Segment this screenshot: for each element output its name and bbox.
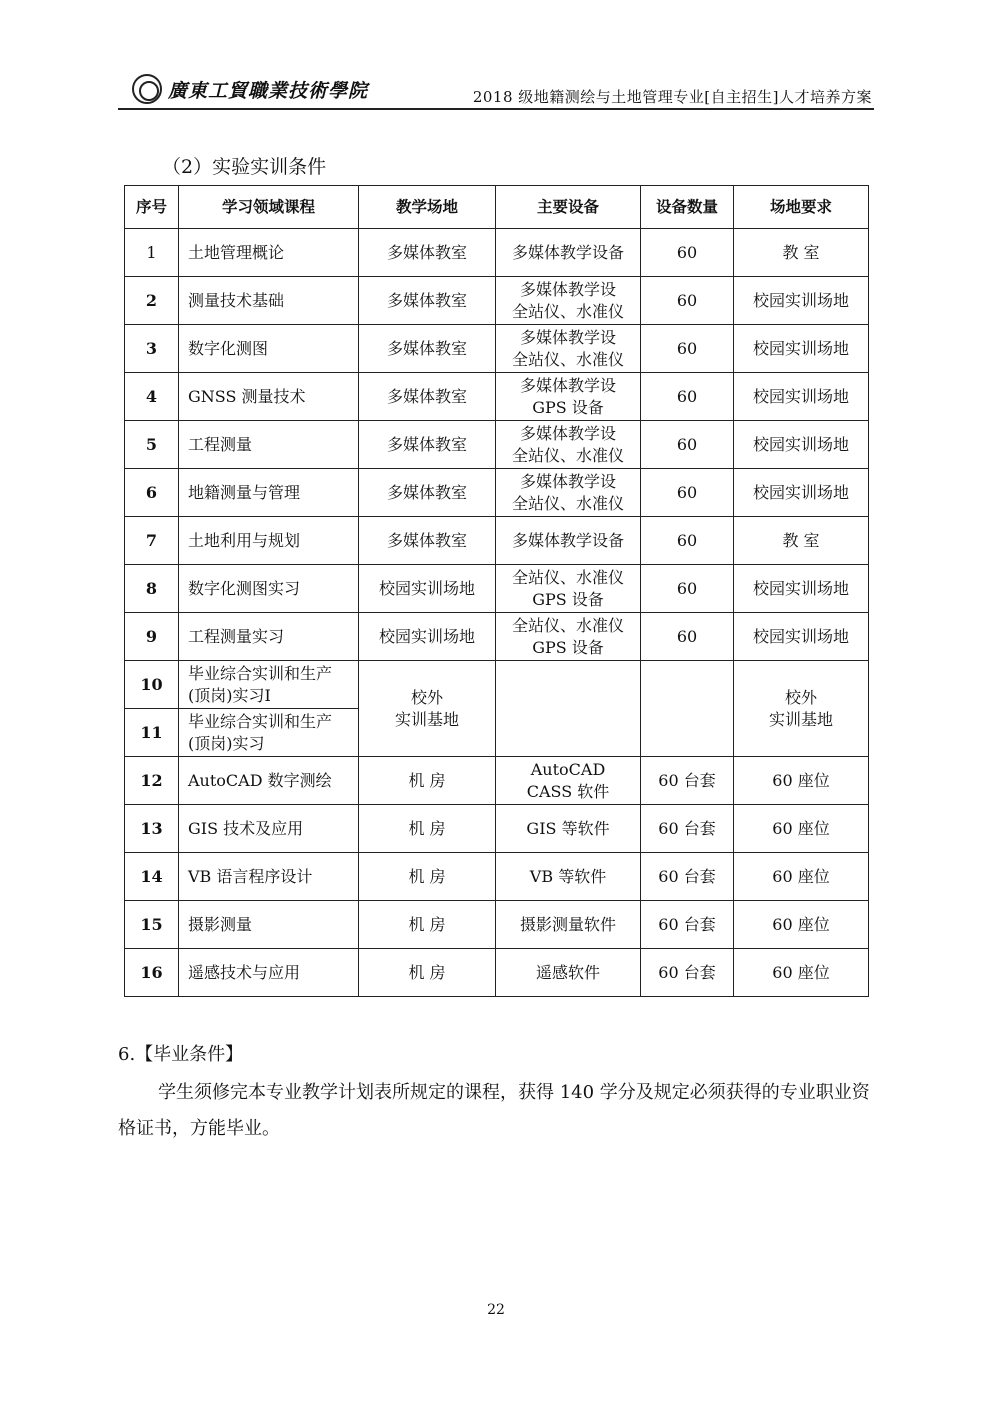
equipment-cell-line: CASS 软件 [526, 781, 610, 801]
requirement-cell [734, 613, 869, 661]
requirement-cell-line: 校园实训场地 [752, 482, 849, 502]
equipment-cell-line: 多媒体教学设 [519, 279, 616, 299]
equipment-cell-line: 多媒体教学设 [519, 471, 616, 491]
course-cell [179, 901, 359, 949]
venue-cell [359, 901, 496, 949]
row-number: 8 [125, 565, 179, 613]
equipment-cell-line: AutoCAD [530, 759, 606, 779]
equipment-cell [496, 565, 641, 613]
requirement-cell-line: 实训基地 [768, 709, 833, 729]
venue-cell [359, 805, 496, 853]
course-cell-line: AutoCAD 数字测绘 [188, 770, 332, 790]
quantity-cell: 60 台套 [641, 853, 734, 901]
header-cell: 学习领域课程 [179, 186, 359, 229]
row-number: 13 [125, 805, 179, 853]
course-cell-line: 摄影测量 [188, 914, 253, 934]
requirement-cell-line: 60 座位 [772, 866, 830, 886]
requirement-cell-line: 校园实训场地 [752, 338, 849, 358]
equipment-cell [496, 229, 641, 277]
requirement-cell-line: 60 座位 [772, 770, 830, 790]
equipment-cell-line: GPS 设备 [532, 637, 604, 657]
requirement-cell-line: 60 座位 [772, 818, 830, 838]
equipment-cell-line: 多媒体教学设 [519, 375, 616, 395]
requirement-cell-line: 校园实训场地 [752, 434, 849, 454]
course-cell-line: 土地管理概论 [188, 242, 285, 262]
requirement-cell-line: 校园实训场地 [752, 290, 849, 310]
venue-cell-line: 机 房 [408, 818, 446, 838]
table-row [125, 421, 869, 469]
header-cell: 设备数量 [641, 186, 734, 229]
requirement-cell [734, 565, 869, 613]
course-cell-line: 数字化测图 [188, 338, 269, 358]
header-divider [118, 108, 874, 110]
requirement-cell [734, 373, 869, 421]
equipment-cell-line: 全站仪、水准仪 [511, 301, 624, 321]
equipment-cell-line: 多媒体教学设备 [511, 242, 624, 262]
venue-cell [359, 277, 496, 325]
header-cell: 序号 [125, 186, 179, 229]
venue-cell [359, 517, 496, 565]
course-cell [179, 277, 359, 325]
equipment-cell-line: 全站仪、水准仪 [511, 615, 624, 635]
venue-cell-line: 多媒体教室 [386, 482, 467, 502]
venue-cell-line: 机 房 [408, 770, 446, 790]
venue-cell-line: 机 房 [408, 866, 446, 886]
equipment-cell-line: 多媒体教学设 [519, 423, 616, 443]
requirement-cell-line: 校园实训场地 [752, 626, 849, 646]
equipment-cell-line: GPS 设备 [532, 397, 604, 417]
venue-cell [359, 661, 496, 757]
course-cell [179, 469, 359, 517]
header-cell: 教学场地 [359, 186, 496, 229]
table-row [125, 373, 869, 421]
row-number: 9 [125, 613, 179, 661]
course-cell [179, 325, 359, 373]
quantity-cell: 60 [641, 565, 734, 613]
course-cell-line: 地籍测量与管理 [188, 482, 301, 502]
course-cell [179, 949, 359, 997]
venue-cell-line: 多媒体教室 [386, 290, 467, 310]
quantity-cell: 60 台套 [641, 757, 734, 805]
equipment-cell-line: 全站仪、水准仪 [511, 567, 624, 587]
venue-cell-line: 多媒体教室 [386, 386, 467, 406]
equipment-cell [496, 853, 641, 901]
quantity-cell: 60 台套 [641, 949, 734, 997]
requirement-cell-line: 教 室 [782, 242, 820, 262]
quantity-cell: 60 [641, 373, 734, 421]
venue-cell [359, 853, 496, 901]
course-cell-line: 工程测量实习 [188, 626, 285, 646]
requirement-cell [734, 277, 869, 325]
table-row [125, 325, 869, 373]
quantity-cell: 60 台套 [641, 805, 734, 853]
equipment-cell [496, 421, 641, 469]
course-cell [179, 853, 359, 901]
venue-cell-line: 多媒体教室 [386, 530, 467, 550]
requirement-cell-line: 60 座位 [772, 914, 830, 934]
row-number: 16 [125, 949, 179, 997]
school-logo-icon [132, 74, 162, 104]
table-row [125, 613, 869, 661]
requirement-cell [734, 757, 869, 805]
equipment-cell [496, 277, 641, 325]
table-header-row [125, 186, 869, 229]
equipment-cell [496, 517, 641, 565]
course-cell-line: 数字化测图实习 [188, 578, 301, 598]
quantity-cell: 60 [641, 325, 734, 373]
section-subtitle: （2）实验实训条件 [162, 156, 327, 178]
document-title: 2018 级地籍测绘与土地管理专业[自主招生]人才培养方案 [472, 88, 872, 106]
table-row [125, 805, 869, 853]
equipment-cell-line: 全站仪、水准仪 [511, 445, 624, 465]
table-row [125, 949, 869, 997]
equipment-cell-line: GIS 等软件 [526, 818, 610, 838]
course-cell [179, 661, 359, 709]
requirement-cell-line: 校外 [784, 687, 817, 707]
requirement-cell-line: 校园实训场地 [752, 386, 849, 406]
requirement-cell [734, 421, 869, 469]
table-row [125, 757, 869, 805]
requirement-cell [734, 325, 869, 373]
venue-cell-line: 校园实训场地 [378, 578, 475, 598]
table-row [125, 901, 869, 949]
row-number: 15 [125, 901, 179, 949]
table-row [125, 661, 869, 709]
equipment-cell-line: 遥感软件 [535, 962, 600, 982]
table-row [125, 469, 869, 517]
venue-cell-line: 机 房 [408, 962, 446, 982]
row-number: 2 [125, 277, 179, 325]
equipment-cell [496, 805, 641, 853]
equipment-cell-line: 多媒体教学设 [519, 327, 616, 347]
header-cell: 主要设备 [496, 186, 641, 229]
course-cell [179, 229, 359, 277]
course-cell [179, 373, 359, 421]
table-row [125, 853, 869, 901]
equipment-cell [496, 901, 641, 949]
venue-cell [359, 757, 496, 805]
graduation-heading: 6.【毕业条件】 [118, 1044, 244, 1065]
course-cell [179, 805, 359, 853]
graduation-text: 学生须修完本专业教学计划表所规定的课程，获得 140 学分及规定必须获得的专业职业资格证书，方能毕业。 [118, 1082, 870, 1139]
course-cell-line: (顶岗)实习 [188, 733, 265, 753]
equipment-cell-line: 多媒体教学设备 [511, 530, 624, 550]
row-number: 7 [125, 517, 179, 565]
venue-cell [359, 469, 496, 517]
venue-cell-line: 多媒体教室 [386, 434, 467, 454]
requirement-cell [734, 853, 869, 901]
equipment-cell-line: 全站仪、水准仪 [511, 493, 624, 513]
course-cell [179, 613, 359, 661]
course-cell-line: 毕业综合实训和生产 [188, 711, 333, 731]
course-cell [179, 421, 359, 469]
venue-cell [359, 373, 496, 421]
course-cell-line: GIS 技术及应用 [188, 818, 304, 838]
course-cell-line: 工程测量 [188, 434, 253, 454]
page-number: 22 [487, 1302, 505, 1318]
row-number: 4 [125, 373, 179, 421]
lab-conditions-table [124, 185, 869, 997]
row-number: 6 [125, 469, 179, 517]
row-number: 11 [125, 709, 179, 757]
header-cell: 场地要求 [734, 186, 869, 229]
course-cell-line: 测量技术基础 [188, 290, 285, 310]
course-cell [179, 517, 359, 565]
table-row [125, 229, 869, 277]
venue-cell [359, 421, 496, 469]
equipment-cell [496, 661, 641, 757]
row-number: 5 [125, 421, 179, 469]
requirement-cell [734, 901, 869, 949]
venue-cell [359, 229, 496, 277]
row-number: 10 [125, 661, 179, 709]
requirement-cell [734, 661, 869, 757]
equipment-cell [496, 757, 641, 805]
venue-cell-line: 多媒体教室 [386, 242, 467, 262]
equipment-cell-line: GPS 设备 [532, 589, 604, 609]
school-name: 廣東工貿職業技術學院 [168, 80, 369, 102]
course-cell [179, 709, 359, 757]
row-number: 14 [125, 853, 179, 901]
venue-cell-line: 校外 [410, 687, 443, 707]
venue-cell-line: 校园实训场地 [378, 626, 475, 646]
requirement-cell-line: 60 座位 [772, 962, 830, 982]
table-row [125, 277, 869, 325]
venue-cell-line: 机 房 [408, 914, 446, 934]
quantity-cell: 60 [641, 421, 734, 469]
course-cell [179, 757, 359, 805]
venue-cell [359, 949, 496, 997]
requirement-cell [734, 469, 869, 517]
row-number: 3 [125, 325, 179, 373]
quantity-cell: 60 [641, 613, 734, 661]
requirement-cell [734, 805, 869, 853]
quantity-cell [641, 661, 734, 757]
course-cell-line: 遥感技术与应用 [188, 962, 301, 982]
requirement-cell-line: 教 室 [782, 530, 820, 550]
quantity-cell: 60 [641, 469, 734, 517]
venue-cell-line: 多媒体教室 [386, 338, 467, 358]
course-cell-line: GNSS 测量技术 [188, 386, 306, 406]
equipment-cell-line: VB 等软件 [529, 866, 607, 886]
venue-cell [359, 325, 496, 373]
venue-cell [359, 565, 496, 613]
equipment-cell [496, 613, 641, 661]
course-cell-line: 毕业综合实训和生产 [188, 663, 333, 683]
requirement-cell [734, 949, 869, 997]
course-cell-line: VB 语言程序设计 [188, 866, 313, 886]
equipment-cell [496, 373, 641, 421]
equipment-cell [496, 949, 641, 997]
row-number: 12 [125, 757, 179, 805]
course-cell-line: 土地利用与规划 [188, 530, 301, 550]
equipment-cell [496, 325, 641, 373]
course-cell [179, 565, 359, 613]
requirement-cell-line: 校园实训场地 [752, 578, 849, 598]
course-cell-line: (顶岗)实习I [188, 685, 271, 705]
table-row [125, 565, 869, 613]
equipment-cell [496, 469, 641, 517]
table-row [125, 517, 869, 565]
equipment-cell-line: 摄影测量软件 [519, 914, 616, 934]
requirement-cell [734, 229, 869, 277]
row-number: 1 [125, 229, 179, 277]
equipment-cell-line: 全站仪、水准仪 [511, 349, 624, 369]
quantity-cell: 60 [641, 517, 734, 565]
quantity-cell: 60 [641, 229, 734, 277]
quantity-cell: 60 台套 [641, 901, 734, 949]
requirement-cell [734, 517, 869, 565]
venue-cell-line: 实训基地 [394, 709, 459, 729]
venue-cell [359, 613, 496, 661]
quantity-cell: 60 [641, 277, 734, 325]
